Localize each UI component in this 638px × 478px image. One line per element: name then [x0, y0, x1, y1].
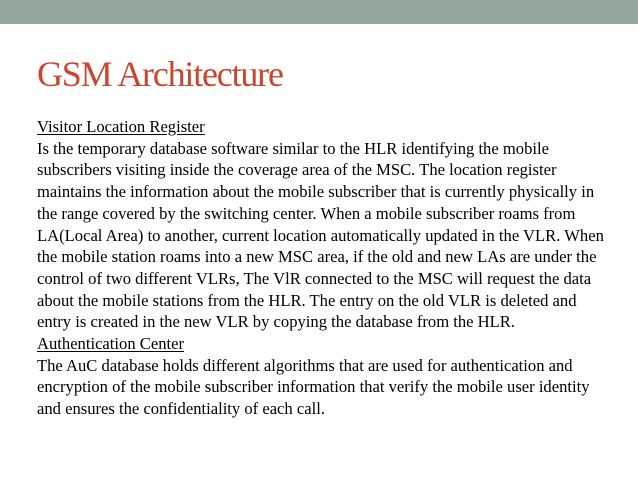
slide-title: GSM Architecture — [37, 54, 283, 94]
slide-top-band — [0, 0, 638, 24]
vlr-heading: Visitor Location Register — [37, 117, 205, 136]
vlr-description: Is the temporary database software similar to the HLR identifying the mobile subscribers visiting inside the coverage area of the MSC. The location register maintains the information about the mobile subscriber that is currently physically in the range covered by the switching center. When a mobile subscriber roams from LA(Local Area) to another, current location automatically updated in the VLR. When the mobile station roams into a new MSC area, if the old and new LAs are under the control of two different VLRs, The VlR connected to the MSC will request the data about the mobile stations from the HLR. The entry on the old VLR is deleted and entry is created in the new VLR by copying the database from the HLR. — [37, 138, 604, 332]
auc-heading: Authentication Center — [37, 334, 184, 354]
slide-body — [37, 116, 607, 420]
auc-description: The AuC database holds different algorithms that are used for authentication and encryption of the mobile subscriber information that verify the mobile user identity and ensures the confidentiality of each call. — [37, 355, 590, 419]
